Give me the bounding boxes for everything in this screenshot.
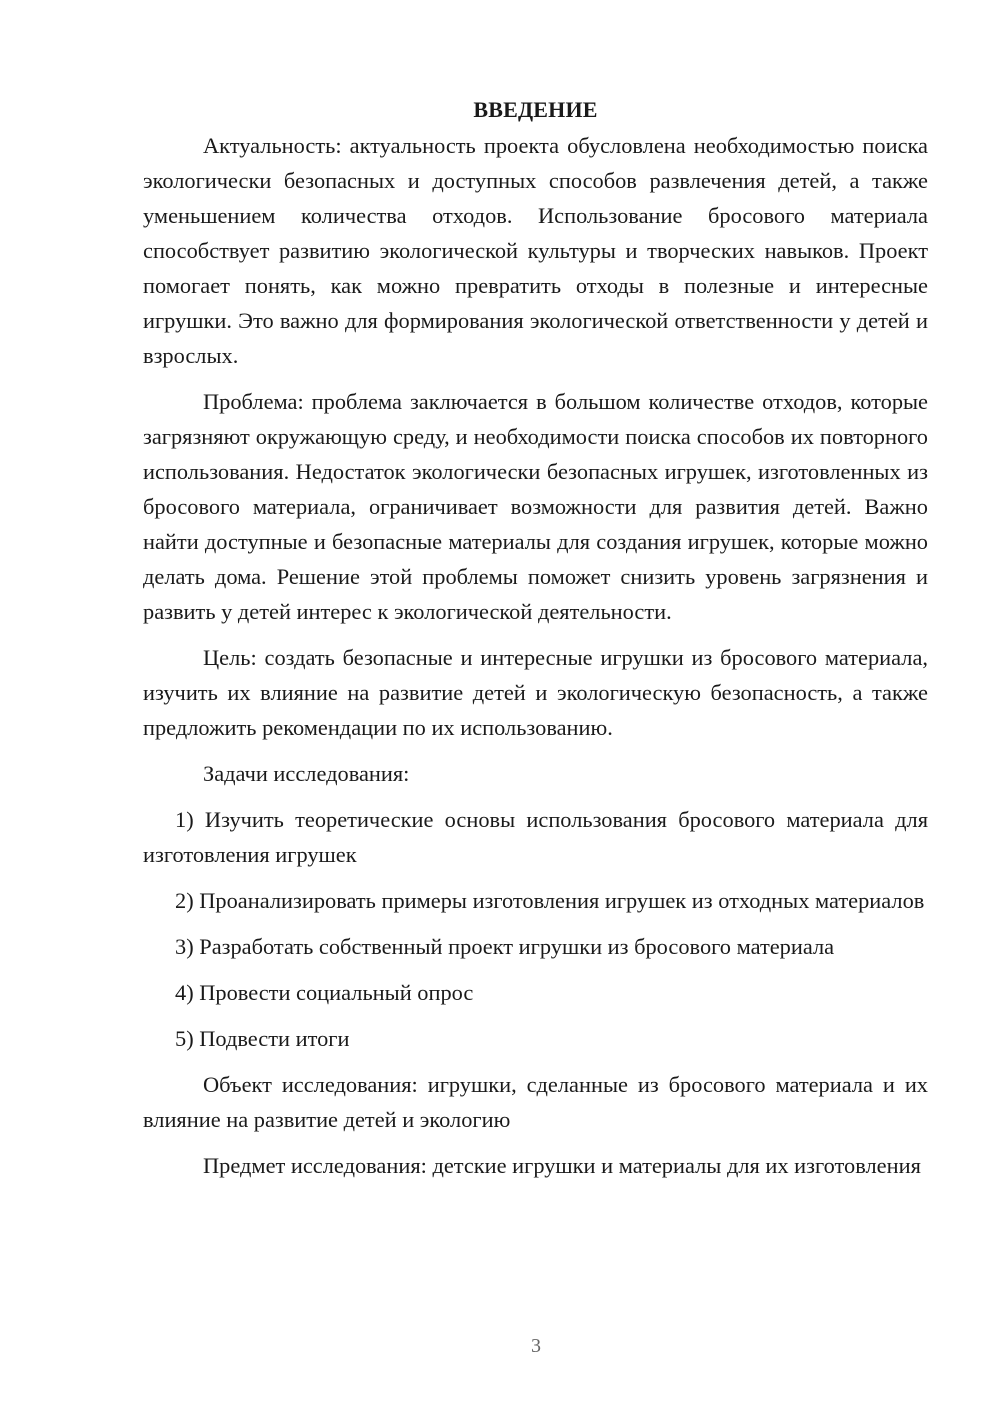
task-item-1: 1) Изучить теоретические основы использования бросового материала для изготовления игрушек <box>143 807 928 867</box>
paragraph-object: Объект исследования: игрушки, сделанные из бросового материала и их влияние на развитие детей и экологию <box>143 1072 928 1132</box>
section-title: ВВЕДЕНИЕ <box>473 97 598 122</box>
paragraph-subject: Предмет исследования: детские игрушки и материалы для их изготовления <box>203 1153 921 1178</box>
task-item-3: 3) Разработать собственный проект игрушки из бросового материала <box>175 934 835 959</box>
tasks-heading: Задачи исследования: <box>203 761 410 786</box>
paragraph-relevance: Актуальность: актуальность проекта обусловлена необходимостью поиска экологически безопасных и доступных способов развлечения детей, а также уменьшением количества отходов. Использование бросового материала способствует развитию экологической культуры и творческих навыков. Проект помогает понять, как можно превратить отходы в полезные и интересные игрушки. Это важно для формирования экологической ответственности у детей и взрослых. <box>143 133 928 368</box>
page-content <box>143 92 928 1194</box>
task-item-5: 5) Подвести итоги <box>175 1026 350 1051</box>
task-item-4: 4) Провести социальный опрос <box>175 980 474 1005</box>
page-number: 3 <box>531 1335 541 1357</box>
paragraph-goal: Цель: создать безопасные и интересные игрушки из бросового материала, изучить их влияние на развитие детей и экологическую безопасность, а также предложить рекомендации по их использованию. <box>143 645 928 740</box>
task-item-2: 2) Проанализировать примеры изготовления игрушек из отходных материалов <box>175 888 925 913</box>
paragraph-problem: Проблема: проблема заключается в большом количестве отходов, которые загрязняют окружающую среду, и необходимости поиска способов их повторного использования. Недостаток экологически безопасных игрушек, изготовленных из бросового материала, ограничивает возможности для развития детей. Важно найти доступные и безопасные материалы для создания игрушек, которые можно делать дома. Решение этой проблемы поможет снизить уровень загрязнения и развить у детей интерес к экологической деятельности. <box>143 389 928 624</box>
